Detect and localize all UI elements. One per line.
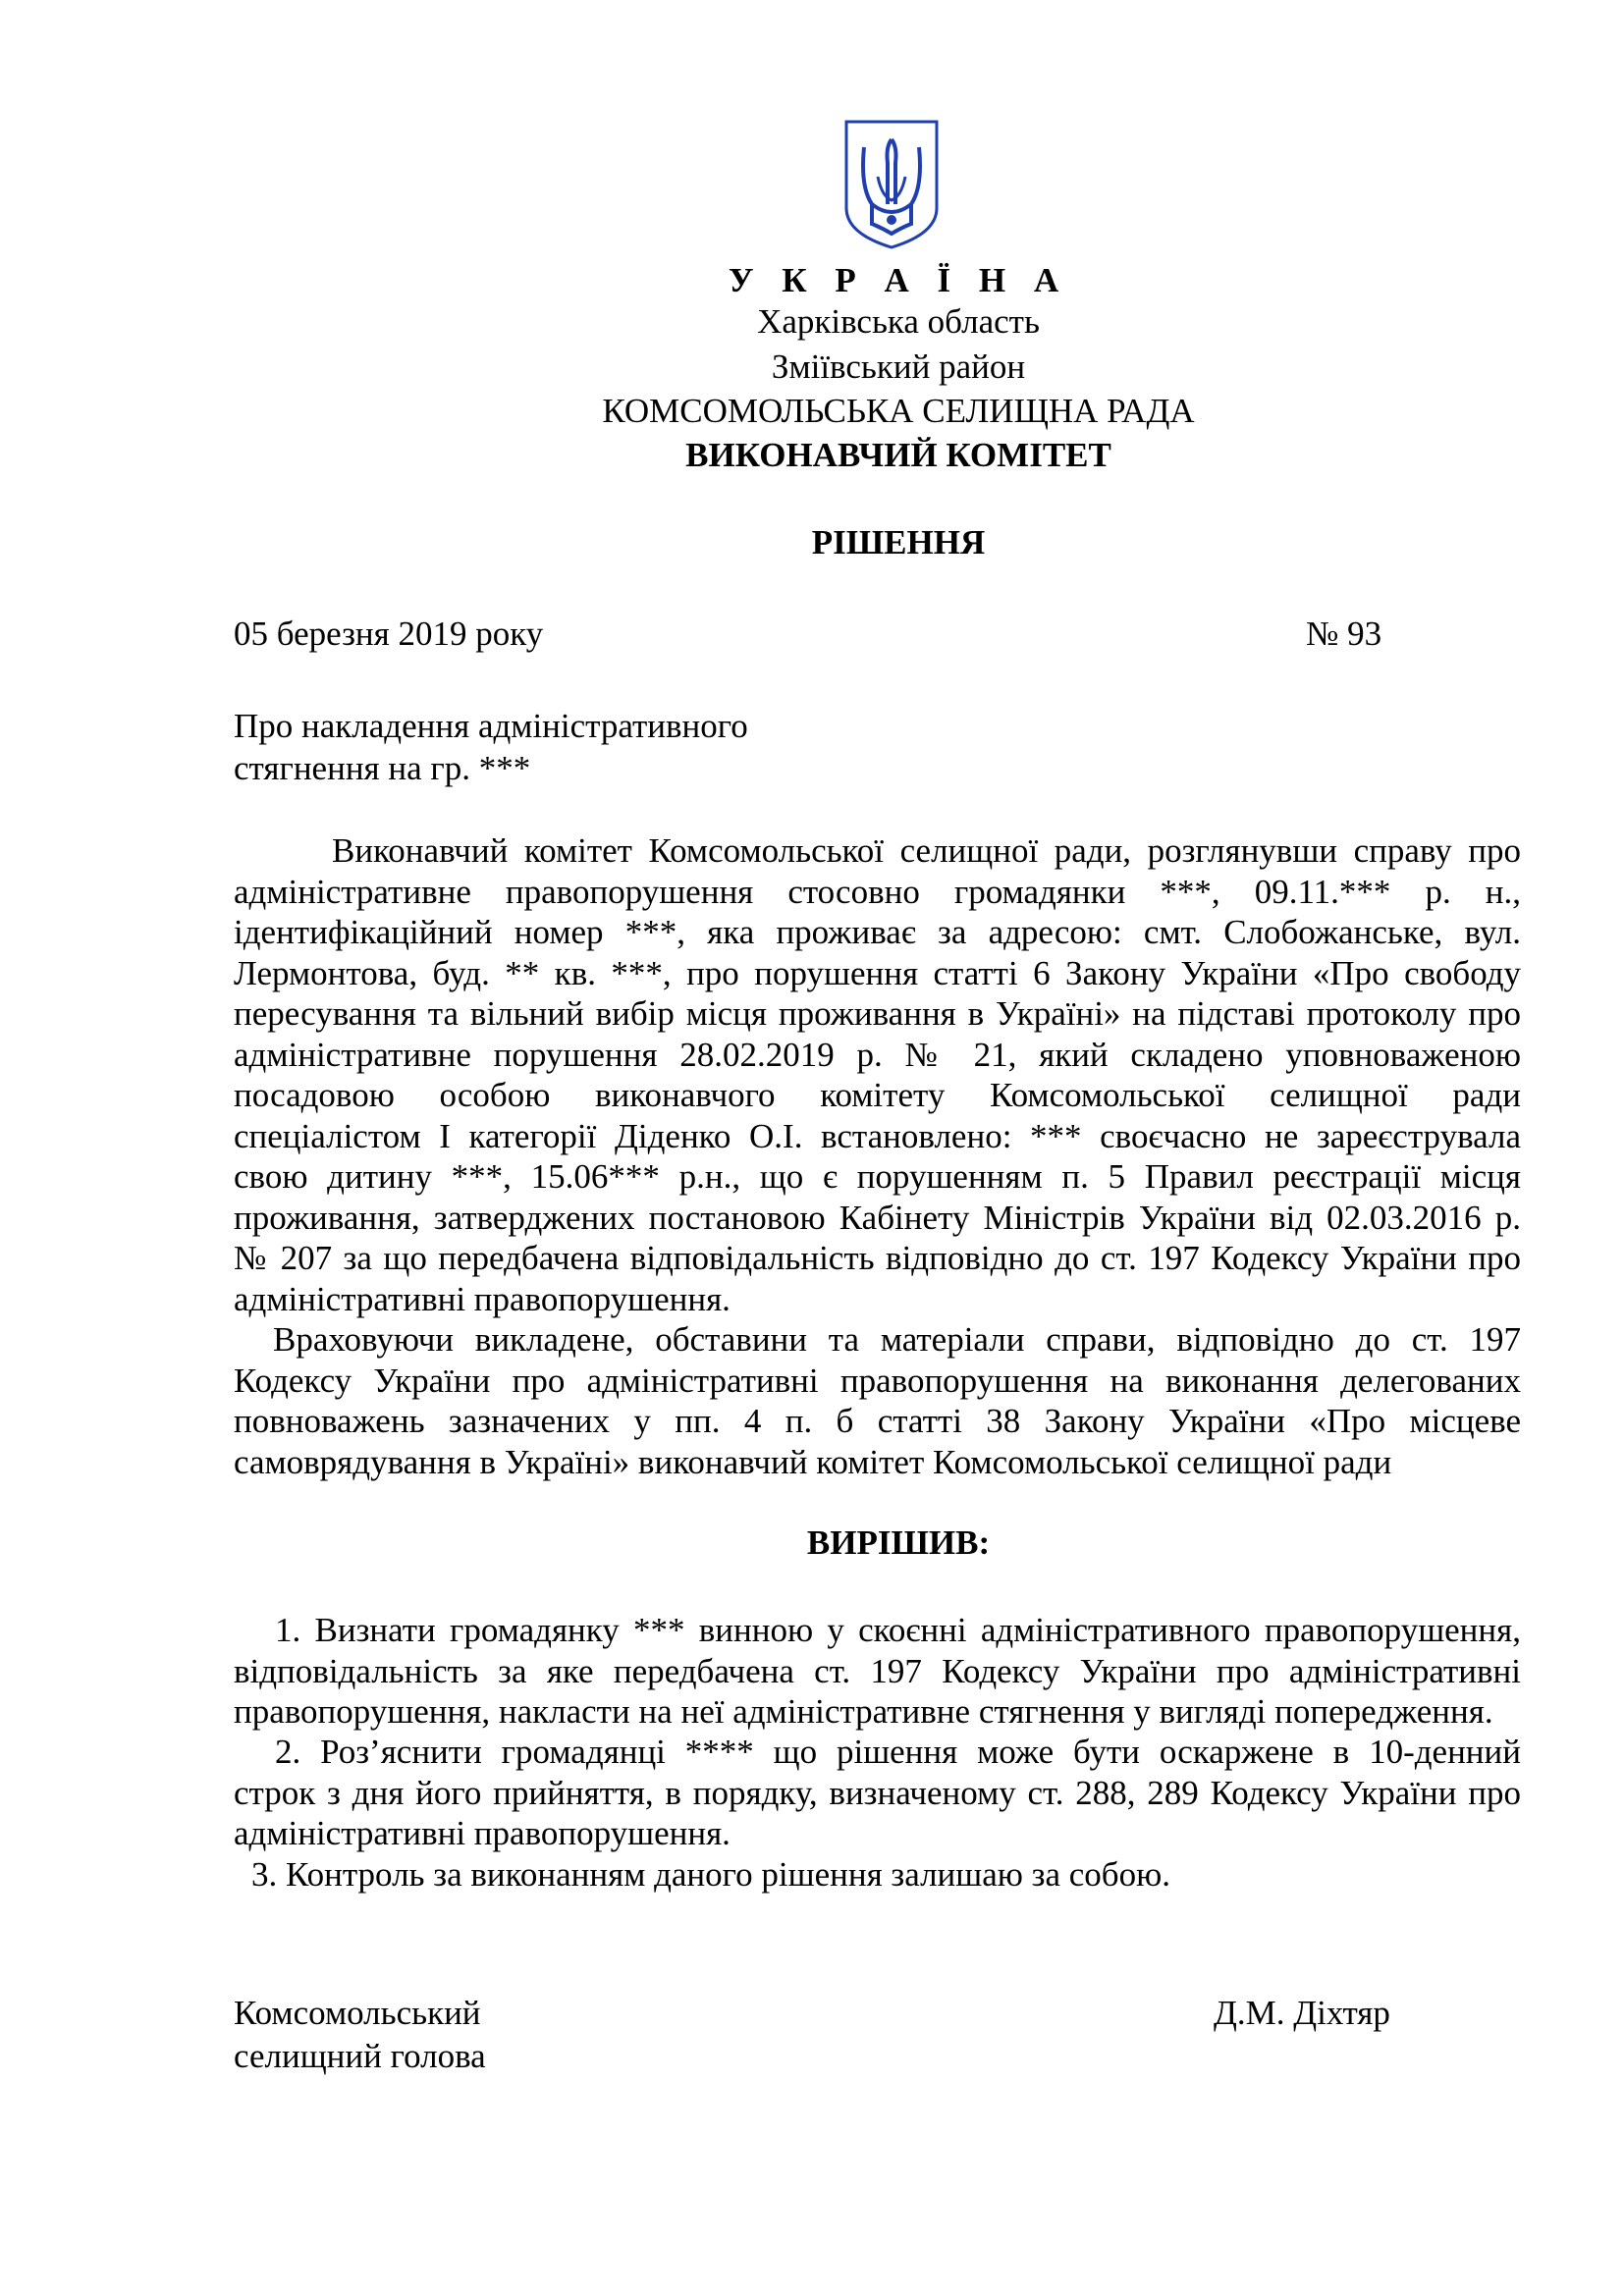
- body-p1-line: спеціалістом I категорії Діденко О.І. встановлено: *** своєчасно не зареєструвала: [234, 1116, 1521, 1155]
- decision-2-line: строк з дня його прийняття, в порядку, визначеному ст. 288, 289 Кодексу України про: [234, 1773, 1521, 1812]
- resolved-heading: ВИРІШИВ:: [806, 1523, 991, 1562]
- decision-1-line: відповідальність за яке передбачена ст. 197 Кодексу України про адміністративні: [234, 1651, 1521, 1690]
- body-p1-line: адміністративні правопорушення.: [234, 1279, 731, 1318]
- decision-2-line: 2. Роз’яснити громадянці **** що рішення може бути оскаржене в 10-денний: [275, 1733, 1521, 1771]
- council-name: КОМСОМОЛЬСЬКА СЕЛИЩНА РАДА: [602, 392, 1195, 430]
- body-p1-line: проживання, затверджених постановою Кабінету Міністрів України від 02.03.2016 р.: [234, 1198, 1521, 1237]
- body-p1-line: пересування та вільний вибір місця проживання в Україні» на підставі протоколу про: [234, 994, 1521, 1033]
- body-paragraph-1: [234, 830, 1521, 1319]
- body-p1-line: ідентифікаційний номер ***, яка проживає за адресою: смт. Слобожанське, вул.: [234, 913, 1521, 951]
- district-name: Зміївський район: [771, 347, 1026, 386]
- decision-date: 05 березня 2019 року: [234, 614, 544, 653]
- signer-name: Д.М. Діхтяр: [1214, 1994, 1390, 2032]
- trident-coat-of-arms-icon: [842, 118, 941, 251]
- body-p2-line: Враховуючи викладене, обставини та матеріали справи, відповідно до ст. 197: [273, 1320, 1521, 1359]
- body-p2-line: Кодексу України про адміністративні правопорушення на виконання делегованих: [234, 1361, 1521, 1400]
- decision-1-line: правопорушення, накласти на неї адміністративне стягнення у вигляді попередження.: [234, 1692, 1493, 1731]
- body-paragraph-2: [234, 1319, 1521, 1482]
- decision-2-line: адміністративні правопорушення.: [234, 1814, 731, 1852]
- country-title: У К Р А Ї Н А: [728, 261, 1069, 299]
- body-p1-line: № 207 за що передбачена відповідальність відповідно до ст. 197 Кодексу України про: [234, 1239, 1521, 1277]
- decision-item-3: 3. Контроль за виконанням даного рішення залишаю за собою.: [251, 1855, 1171, 1894]
- body-p2-line: самоврядування в Україні» виконавчий комітет Комсомольської селищної ради: [234, 1442, 1392, 1481]
- subject-line-2: стягнення на гр. ***: [234, 749, 531, 787]
- subject-line-1: Про накладення адміністративного: [234, 707, 748, 745]
- decision-item-1: [234, 1610, 1521, 1733]
- decision-number: № 93: [1306, 614, 1382, 653]
- region-name: Харківська область: [757, 302, 1040, 341]
- body-p1-line: адміністративне порушення 28.02.2019 р. № 21, який складено уповноваженою: [234, 1035, 1521, 1074]
- body-p1-line: адміністративне правопорушення стосовно громадянки ***, 09.11.*** р. н.,: [234, 872, 1521, 911]
- body-p2-line: повноважень зазначених у пп. 4 п. б статті 38 Закону України «Про місцеве: [234, 1402, 1521, 1440]
- decision-item-2: [234, 1732, 1521, 1854]
- body-p1-line: свою дитину ***, 15.06*** р.н., що є порушенням п. 5 Правил реєстрації місця: [234, 1157, 1521, 1196]
- committee-name: ВИКОНАВЧИЙ КОМІТЕТ: [685, 436, 1111, 474]
- body-p1-line: посадовою особою виконавчого комітету Комсомольської селищної ради: [234, 1076, 1521, 1114]
- body-p1-line: Лермонтова, буд. ** кв. ***, про порушення статті 6 Закону України «Про свободу: [234, 953, 1521, 992]
- decision-1-line: 1. Визнати громадянку *** винною у скоєнні адміністративного правопорушення,: [275, 1611, 1521, 1649]
- signer-position-line-1: Комсомольський: [234, 1994, 481, 2032]
- signer-position-line-2: селищний голова: [234, 2037, 486, 2075]
- body-p1-line: Виконавчий комітет Комсомольської селищної ради, розглянувши справу про: [332, 831, 1521, 870]
- document-type: РІШЕННЯ: [811, 523, 986, 561]
